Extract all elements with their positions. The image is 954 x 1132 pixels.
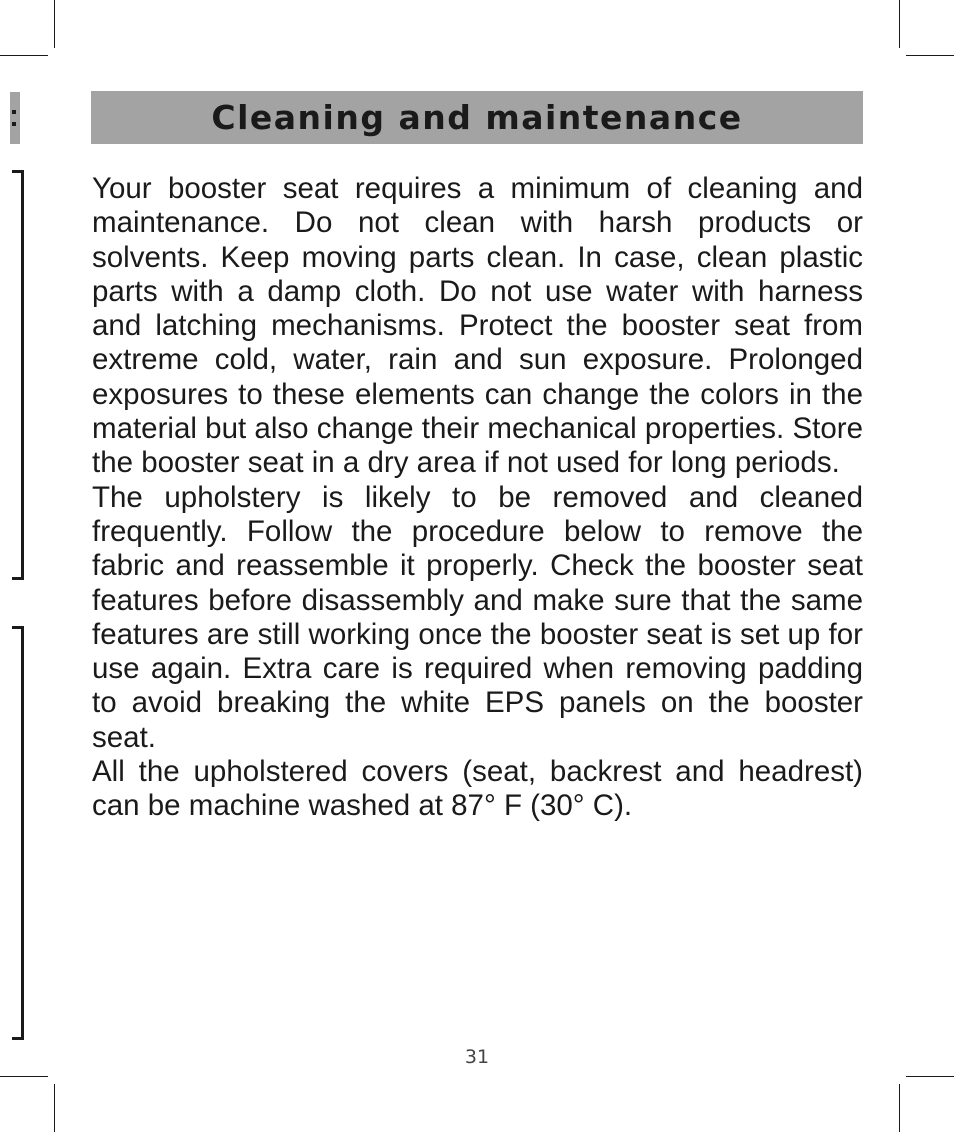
section-header-bar bbox=[91, 91, 863, 144]
crop-mark-top-right-horizontal bbox=[906, 55, 954, 56]
crop-mark-top-left-horizontal bbox=[0, 55, 48, 56]
edge-tab-dot-upper bbox=[12, 110, 16, 114]
paragraph-cleaning: Your booster seat requires a minimum of cleaning and maintenance. Do not clean with harsh products or solvents. Keep moving parts clean. In case, clean plastic parts with a damp cloth. Do not use water with harness and latching mechanisms. Protect the booster seat from extreme cold, water, rain and sun exposure. Prolonged exposures to these elements can change the colors in the material but also change their mechanical properties. Store the booster seat in a dry area if not used for long periods. bbox=[92, 172, 863, 480]
edge-tab-dot-lower bbox=[12, 122, 16, 126]
crop-mark-top-right-vertical bbox=[899, 0, 900, 48]
paragraph-upholstery: The upholstery is likely to be removed and cleaned frequently. Follow the procedure below to remove the fabric and reassemble it properly. Check the booster seat features before disassembly and make sure that the same features are still working once the booster seat is set up for use again. Extra care is required when removing padding to avoid breaking the white EPS panels on the booster seat. bbox=[92, 480, 863, 754]
edge-bracket-upper bbox=[9, 170, 24, 580]
edge-section-tab bbox=[10, 92, 20, 144]
crop-mark-bottom-right-horizontal bbox=[906, 1076, 954, 1077]
body-text bbox=[92, 172, 863, 824]
paragraph-washing: All the upholstered covers (seat, backrest and headrest) can be machine washed at 87° F (30° C). bbox=[92, 755, 863, 823]
page-number: 31 bbox=[464, 1046, 490, 1068]
crop-mark-bottom-left-vertical bbox=[54, 1084, 55, 1132]
edge-bracket-lower bbox=[9, 626, 24, 1040]
section-title: Cleaning and maintenance bbox=[211, 98, 743, 137]
crop-mark-top-left-vertical bbox=[54, 0, 55, 48]
crop-mark-bottom-left-horizontal bbox=[0, 1076, 48, 1077]
crop-mark-bottom-right-vertical bbox=[899, 1084, 900, 1132]
